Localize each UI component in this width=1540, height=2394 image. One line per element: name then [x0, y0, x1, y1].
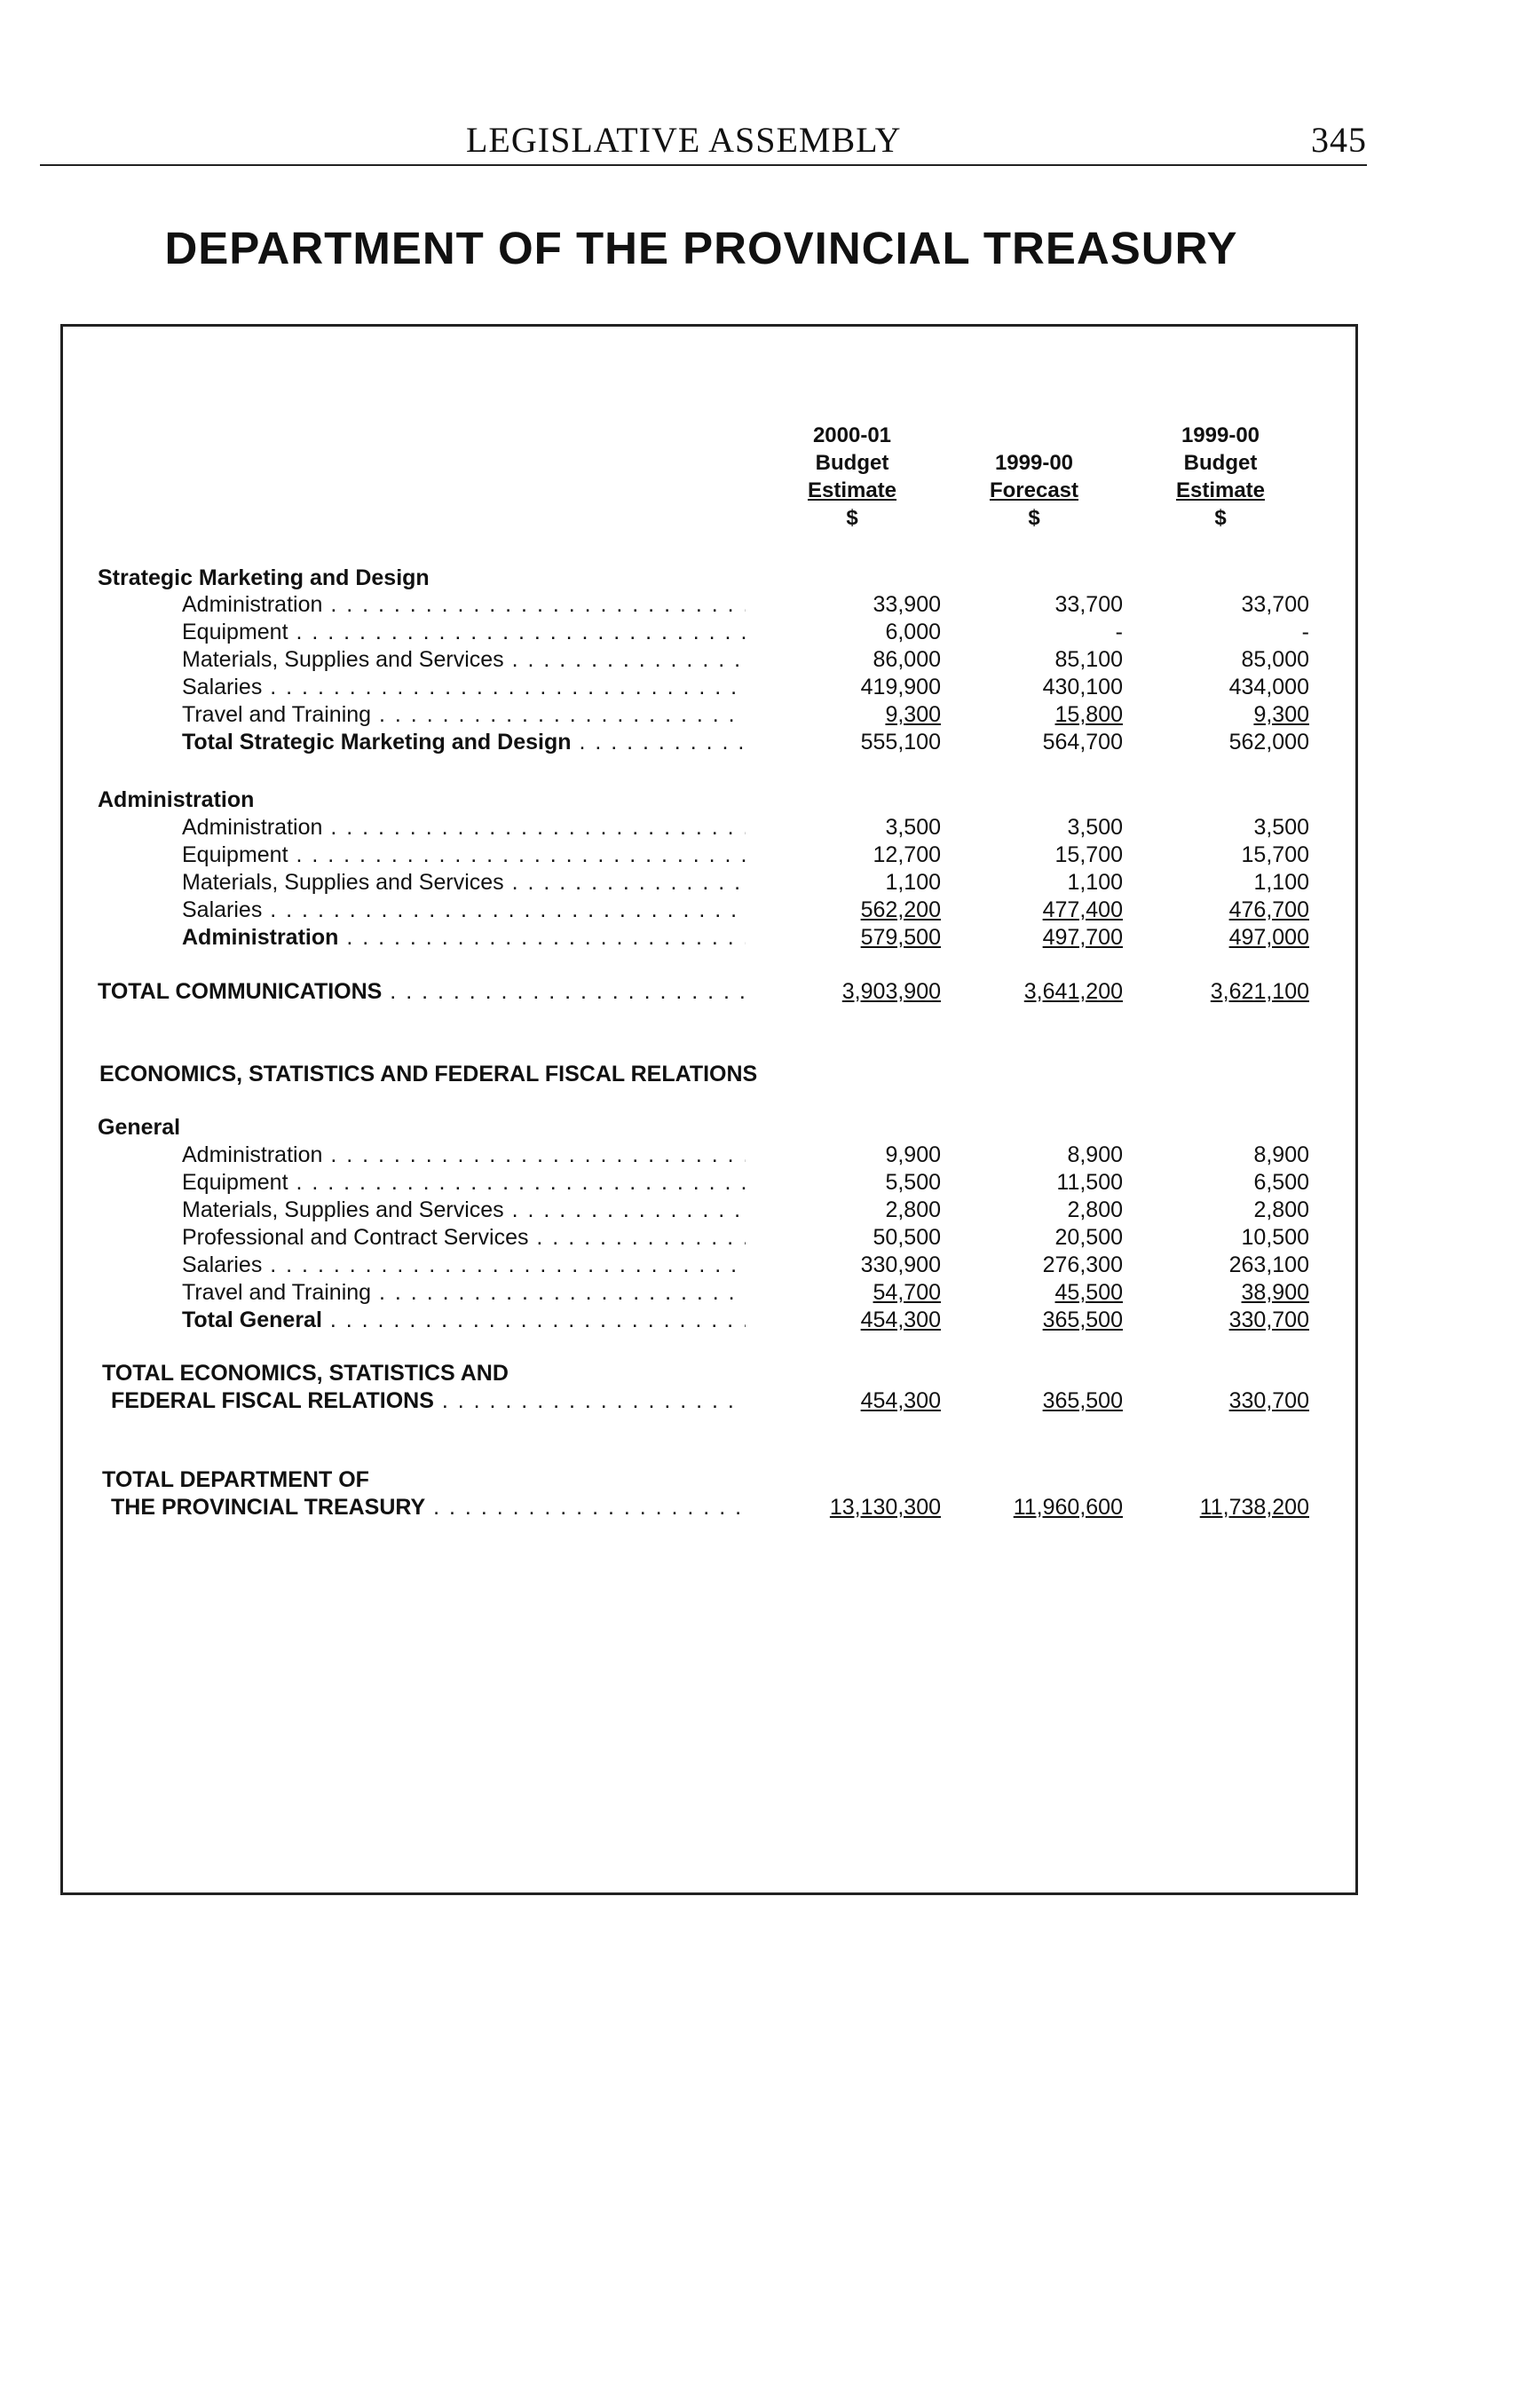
row-value: 20,500 [1054, 1225, 1123, 1250]
row-value: 5,500 [885, 1170, 941, 1195]
table-row [0, 786, 1540, 813]
row-label: Materials, Supplies and Services . . . [182, 869, 746, 896]
row-label: Equipment . . . [182, 619, 746, 645]
table-row [0, 674, 1540, 700]
table-row [0, 814, 1540, 841]
row-value: 579,500 [860, 925, 941, 950]
column-header-line: 1999-00 [994, 451, 1074, 475]
row-value: 562,000 [1228, 730, 1309, 755]
row-label: TOTAL ECONOMICS, STATISTICS AND [102, 1361, 509, 1386]
row-value: 430,100 [1042, 675, 1123, 699]
table-row [0, 1307, 1540, 1333]
column-header-line: $ [1028, 506, 1040, 530]
row-value: 330,700 [1228, 1308, 1309, 1332]
row-value: 11,500 [1056, 1170, 1123, 1195]
row-value: 45,500 [1054, 1280, 1123, 1305]
row-label: Administration [98, 787, 255, 812]
table-row [0, 1494, 1540, 1521]
table-row [0, 646, 1540, 673]
row-label: TOTAL COMMUNICATIONS . . . [98, 978, 746, 1005]
row-value: 6,000 [885, 620, 941, 644]
row-value: 276,300 [1042, 1252, 1123, 1277]
table-row [0, 565, 1540, 591]
column-header-line: Budget [815, 451, 889, 475]
row-value: 11,738,200 [1199, 1495, 1309, 1520]
running-title: LEGISLATIVE ASSEMBLY [466, 120, 902, 160]
row-label: ECONOMICS, STATISTICS AND FEDERAL FISCAL RELATIONS [99, 1062, 758, 1086]
row-label: Total Strategic Marketing and Design . . . [182, 729, 746, 755]
row-value: 476,700 [1228, 897, 1309, 922]
row-label: THE PROVINCIAL TREASURY . . . [111, 1494, 746, 1521]
running-head [40, 120, 1367, 166]
row-label: TOTAL DEPARTMENT OF [102, 1467, 369, 1492]
table-row [0, 1466, 1540, 1493]
row-value: 1,100 [1253, 870, 1309, 895]
row-label: Equipment . . . [182, 1169, 746, 1196]
row-value: 3,500 [1067, 815, 1123, 840]
row-value: 1,100 [1067, 870, 1123, 895]
column-header-line: Estimate [1175, 478, 1266, 502]
column-header-line: Forecast [989, 478, 1079, 502]
table-row [0, 1169, 1540, 1196]
row-value: 555,100 [860, 730, 941, 755]
column-header [763, 422, 941, 532]
row-value: 434,000 [1228, 675, 1309, 699]
row-label: General [98, 1115, 181, 1140]
table-frame [60, 324, 1358, 1895]
row-value: 15,800 [1054, 702, 1123, 727]
row-value: 86,000 [873, 647, 941, 672]
row-value: 33,700 [1054, 592, 1123, 617]
table-row [0, 1387, 1540, 1414]
row-value: 9,300 [885, 702, 941, 727]
row-label: Materials, Supplies and Services . . . [182, 1197, 746, 1223]
row-value: - [1301, 620, 1309, 644]
page-number: 345 [1311, 120, 1367, 160]
row-value: 263,100 [1228, 1252, 1309, 1277]
row-value: 330,900 [860, 1252, 941, 1277]
column-header-line: $ [1214, 506, 1227, 530]
row-label: Salaries . . . [182, 897, 746, 923]
row-value: 2,800 [1253, 1197, 1309, 1222]
row-value: 3,641,200 [1023, 979, 1123, 1004]
table-row [0, 729, 1540, 755]
row-value: 8,900 [1067, 1142, 1123, 1167]
row-value: 33,900 [873, 592, 941, 617]
row-value: 15,700 [1241, 842, 1309, 867]
row-value: 8,900 [1253, 1142, 1309, 1167]
row-value: 3,903,900 [841, 979, 941, 1004]
row-label: Strategic Marketing and Design [98, 565, 430, 590]
row-label: Administration . . . [182, 814, 746, 841]
row-value: 477,400 [1042, 897, 1123, 922]
row-label: Travel and Training . . . [182, 1279, 746, 1306]
row-value: 85,000 [1241, 647, 1309, 672]
row-label: Equipment . . . [182, 841, 746, 868]
column-header [945, 422, 1123, 532]
row-value: 3,621,100 [1210, 979, 1309, 1004]
row-label: Salaries . . . [182, 1252, 746, 1278]
row-value: 12,700 [873, 842, 941, 867]
table-row [0, 897, 1540, 923]
row-value: 13,130,300 [829, 1495, 941, 1520]
column-header [1132, 422, 1309, 532]
row-value: 15,700 [1054, 842, 1123, 867]
row-value: 497,000 [1228, 925, 1309, 950]
table-row [0, 978, 1540, 1005]
row-value: 562,200 [860, 897, 941, 922]
row-label: Administration . . . [182, 1142, 746, 1168]
column-header-line: 2000-01 [812, 423, 892, 447]
row-value: 54,700 [873, 1280, 941, 1305]
row-value: 2,800 [1067, 1197, 1123, 1222]
row-value: 330,700 [1228, 1388, 1309, 1413]
column-header-line: 1999-00 [1181, 423, 1260, 447]
row-value: 365,500 [1042, 1388, 1123, 1413]
row-value: 3,500 [1253, 815, 1309, 840]
table-row [0, 591, 1540, 618]
table-row [0, 1252, 1540, 1278]
row-value: 3,500 [885, 815, 941, 840]
row-value: 365,500 [1042, 1308, 1123, 1332]
table-row [0, 1224, 1540, 1251]
row-label: Salaries . . . [182, 674, 746, 700]
row-value: - [1115, 620, 1123, 644]
table-row [0, 841, 1540, 868]
row-value: 11,960,600 [1013, 1495, 1123, 1520]
row-value: 564,700 [1042, 730, 1123, 755]
row-value: 1,100 [885, 870, 941, 895]
row-value: 85,100 [1054, 647, 1123, 672]
row-value: 10,500 [1241, 1225, 1309, 1250]
row-label: Administration . . . [182, 924, 746, 951]
row-value: 6,500 [1253, 1170, 1309, 1195]
row-value: 9,300 [1253, 702, 1309, 727]
column-header-line: Estimate [807, 478, 897, 502]
row-label: Travel and Training . . . [182, 701, 746, 728]
row-value: 2,800 [885, 1197, 941, 1222]
column-header-line: $ [846, 506, 858, 530]
page-title: DEPARTMENT OF THE PROVINCIAL TREASURY [164, 223, 1238, 273]
table-row [0, 701, 1540, 728]
table-row [0, 869, 1540, 896]
row-value: 454,300 [860, 1308, 941, 1332]
table-row [0, 1197, 1540, 1223]
table-row [0, 619, 1540, 645]
row-value: 9,900 [885, 1142, 941, 1167]
row-value: 33,700 [1241, 592, 1309, 617]
row-label: Materials, Supplies and Services . . . [182, 646, 746, 673]
table-row [0, 924, 1540, 951]
table-row [0, 1360, 1540, 1387]
row-value: 38,900 [1241, 1280, 1309, 1305]
row-value: 50,500 [873, 1225, 941, 1250]
table-row [0, 1061, 1540, 1087]
table-row [0, 1114, 1540, 1141]
row-label: Administration . . . [182, 591, 746, 618]
row-label: Professional and Contract Services . . . [182, 1224, 746, 1251]
table-row [0, 1279, 1540, 1306]
column-header-line [945, 422, 1123, 449]
row-label: FEDERAL FISCAL RELATIONS . . . [111, 1387, 746, 1414]
table-row [0, 1142, 1540, 1168]
row-value: 419,900 [860, 675, 941, 699]
row-value: 454,300 [860, 1388, 941, 1413]
row-label: Total General . . . [182, 1307, 746, 1333]
column-header-line: Budget [1183, 451, 1258, 475]
row-value: 497,700 [1042, 925, 1123, 950]
